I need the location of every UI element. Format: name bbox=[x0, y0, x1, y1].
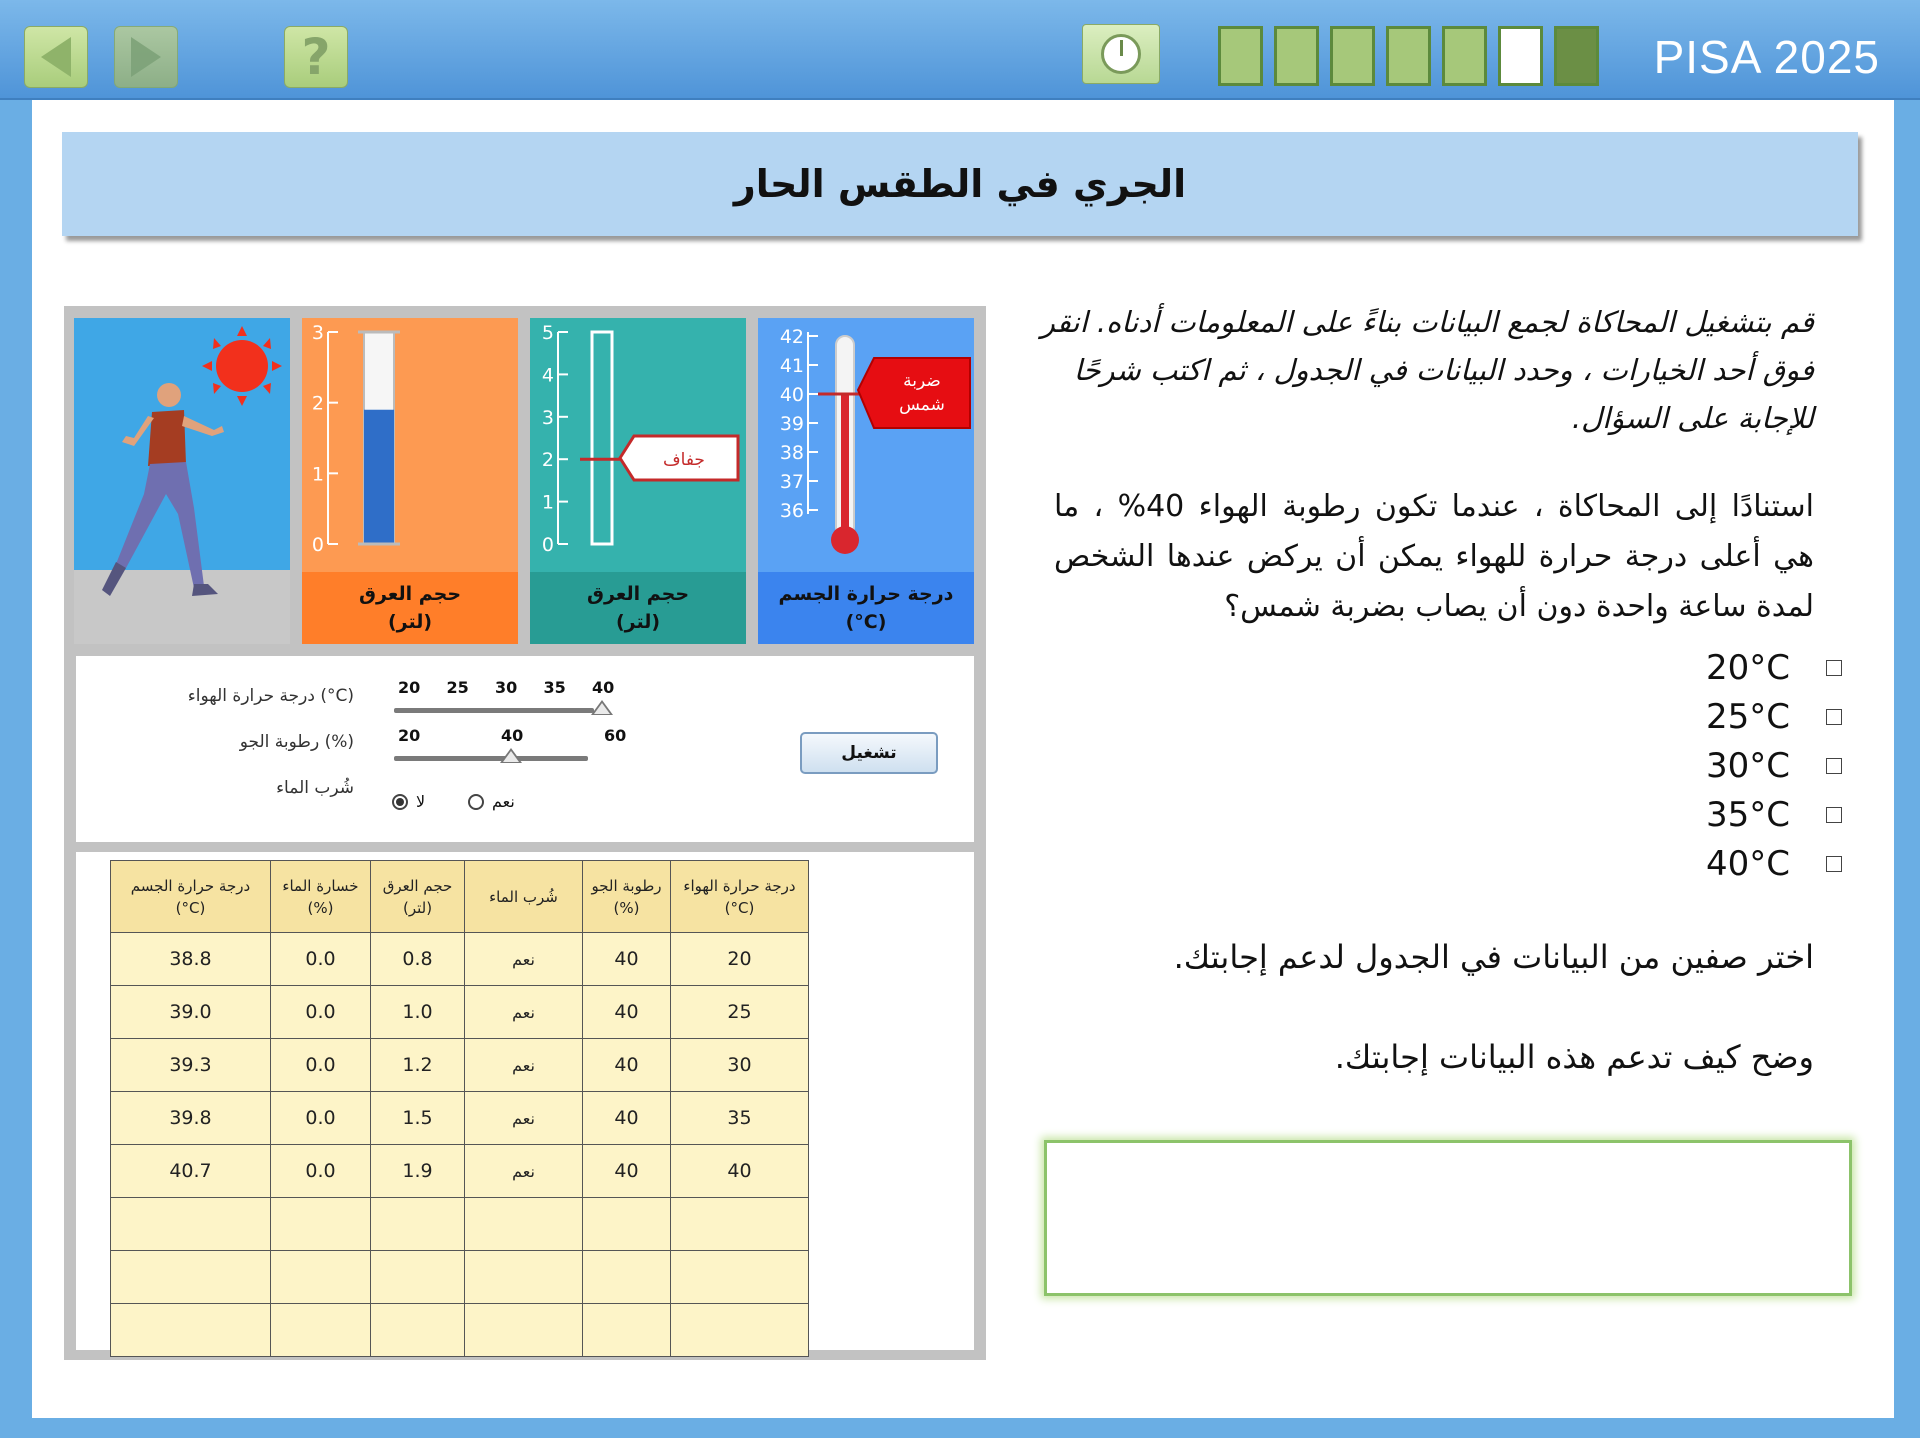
table-cell[interactable] bbox=[465, 1304, 583, 1357]
sweat-volume-gauge bbox=[302, 318, 518, 644]
progress-step-2 bbox=[1274, 26, 1319, 86]
temp-tick-label: 40 bbox=[779, 384, 804, 406]
progress-step-6 bbox=[1498, 26, 1543, 86]
sweat-tick-label: 3 bbox=[311, 322, 324, 344]
sweat-tick-label: 1 bbox=[311, 463, 324, 486]
humidity-label: رطوبة الجو (%) bbox=[239, 732, 354, 752]
brand-title: PISA 2025 bbox=[1653, 31, 1880, 83]
option-label: 35°C bbox=[1706, 795, 1791, 835]
table-cell[interactable]: 0.0 bbox=[271, 1039, 371, 1092]
table-cell[interactable]: نعم bbox=[465, 1092, 583, 1145]
main-panel bbox=[32, 100, 1894, 1418]
table-cell[interactable] bbox=[671, 1251, 809, 1304]
water-tick-label: 1 bbox=[541, 491, 554, 514]
data-table-area bbox=[76, 852, 974, 1350]
table-header: شُرب الماء bbox=[465, 861, 583, 933]
table-row[interactable] bbox=[111, 933, 809, 986]
humidity-tick-label: 60 bbox=[604, 726, 627, 745]
table-cell[interactable]: 1.0 bbox=[371, 986, 465, 1039]
table-cell[interactable]: 0.0 bbox=[271, 986, 371, 1039]
answer-option[interactable] bbox=[1706, 795, 1842, 835]
thermometer bbox=[758, 318, 974, 572]
answer-textbox[interactable] bbox=[1044, 1140, 1852, 1296]
table-header: خسارة الماء (%) bbox=[271, 861, 371, 933]
table-header: درجة حرارة الهواء (°C) bbox=[671, 861, 809, 933]
water-loss-bar bbox=[530, 318, 746, 572]
heatstroke-callout bbox=[858, 358, 970, 428]
top-toolbar bbox=[0, 0, 1920, 100]
drink-no-label: لا bbox=[416, 792, 426, 811]
table-row[interactable] bbox=[111, 986, 809, 1039]
temp-tick-label: 41 bbox=[779, 355, 804, 377]
table-cell[interactable]: 30 bbox=[671, 1039, 809, 1092]
dehydration-callout bbox=[620, 436, 738, 480]
table-cell[interactable] bbox=[583, 1198, 671, 1251]
question-stem: استنادًا إلى المحاكاة ، عندما تكون رطوبة الهواء 40% ، ما هي أعلى درجة حرارة للهواء يمكن أن يركض عندها الشخص لمدة ساعة واحدة دون أن يصاب بضربة شمس؟ bbox=[1054, 489, 1814, 624]
table-cell[interactable]: 40.7 bbox=[111, 1145, 271, 1198]
timer-button[interactable] bbox=[1082, 24, 1160, 84]
air-temperature-tick-label: 20 bbox=[398, 678, 421, 697]
runner-scene bbox=[74, 318, 290, 644]
sweat-volume-label: حجم العرق (لتر) bbox=[302, 572, 518, 644]
next-button[interactable] bbox=[114, 26, 178, 88]
humidity-tick-label: 20 bbox=[398, 726, 421, 745]
clock-icon bbox=[1101, 34, 1141, 74]
simulation-controls bbox=[76, 656, 974, 842]
table-header: حجم العرق (لتر) bbox=[371, 861, 465, 933]
table-cell[interactable]: 40 bbox=[583, 986, 671, 1039]
answer-option[interactable] bbox=[1706, 746, 1842, 786]
humidity-tick-label: 40 bbox=[501, 726, 524, 745]
table-cell[interactable] bbox=[465, 1198, 583, 1251]
humidity-slider[interactable] bbox=[394, 756, 588, 761]
table-cell[interactable]: 40 bbox=[583, 1092, 671, 1145]
select-rows-prompt: اختر صفين من البيانات في الجدول لدعم إجابتك. bbox=[1173, 938, 1814, 976]
table-cell[interactable]: 0.0 bbox=[271, 933, 371, 986]
table-cell[interactable]: 0.0 bbox=[271, 1145, 371, 1198]
table-cell[interactable]: 40 bbox=[583, 1145, 671, 1198]
table-cell[interactable]: 1.2 bbox=[371, 1039, 465, 1092]
water-tick-label: 4 bbox=[541, 364, 554, 387]
temp-tick-label: 38 bbox=[779, 442, 804, 464]
table-row[interactable] bbox=[111, 1304, 809, 1357]
table-cell[interactable]: 39.3 bbox=[111, 1039, 271, 1092]
back-button[interactable] bbox=[24, 26, 88, 88]
table-cell[interactable] bbox=[271, 1304, 371, 1357]
air-temperature-tick-label: 25 bbox=[446, 678, 469, 697]
table-cell[interactable]: 39.8 bbox=[111, 1092, 271, 1145]
table-row[interactable] bbox=[111, 1092, 809, 1145]
simulation-panel bbox=[64, 306, 986, 1360]
temp-tick-label: 42 bbox=[779, 326, 804, 348]
title-banner bbox=[62, 132, 1858, 236]
table-cell[interactable]: نعم bbox=[465, 1039, 583, 1092]
air-temperature-tick-label: 30 bbox=[495, 678, 518, 697]
option-label: 25°C bbox=[1706, 697, 1791, 737]
air-temperature-slider-thumb[interactable] bbox=[591, 700, 613, 715]
page-title: الجري في الطقس الحار bbox=[733, 162, 1187, 206]
answer-option[interactable] bbox=[1706, 648, 1842, 688]
table-row[interactable] bbox=[111, 1145, 809, 1198]
table-cell[interactable]: 25 bbox=[671, 986, 809, 1039]
svg-text:جفاف: جفاف bbox=[663, 450, 705, 470]
air-temperature-tick-label: 40 bbox=[592, 678, 615, 697]
option-checkbox[interactable] bbox=[1826, 660, 1842, 676]
water-tick-label: 5 bbox=[541, 322, 554, 344]
table-cell[interactable] bbox=[583, 1304, 671, 1357]
table-cell[interactable]: نعم bbox=[465, 986, 583, 1039]
progress-step-1 bbox=[1218, 26, 1263, 86]
progress-step-5 bbox=[1442, 26, 1487, 86]
table-cell[interactable] bbox=[111, 1304, 271, 1357]
table-cell[interactable]: 40 bbox=[671, 1145, 809, 1198]
table-cell[interactable]: 0.8 bbox=[371, 933, 465, 986]
water-tick-label: 2 bbox=[541, 449, 554, 472]
option-checkbox[interactable] bbox=[1826, 807, 1842, 823]
sweat-tick-label: 0 bbox=[311, 534, 324, 556]
table-cell[interactable] bbox=[671, 1198, 809, 1251]
temp-tick-label: 37 bbox=[779, 471, 804, 493]
water-loss-label: حجم العرق (لتر) bbox=[530, 572, 746, 644]
table-row[interactable] bbox=[111, 1251, 809, 1304]
table-cell[interactable]: 40 bbox=[583, 933, 671, 986]
water-tick-label: 3 bbox=[541, 406, 554, 429]
option-checkbox[interactable] bbox=[1826, 758, 1842, 774]
sweat-tick-label: 2 bbox=[311, 392, 324, 415]
progress-step-7 bbox=[1554, 26, 1599, 86]
table-cell[interactable] bbox=[371, 1304, 465, 1357]
table-cell[interactable]: 0.0 bbox=[271, 1092, 371, 1145]
table-cell[interactable] bbox=[111, 1251, 271, 1304]
table-cell[interactable]: 20 bbox=[671, 933, 809, 986]
help-button[interactable] bbox=[284, 26, 348, 88]
table-cell[interactable] bbox=[271, 1251, 371, 1304]
data-table bbox=[110, 860, 809, 1357]
table-row[interactable] bbox=[111, 1039, 809, 1092]
instructions-text: قم بتشغيل المحاكاة لجمع البيانات بناءً على المعلومات أدناه. انقر فوق أحد الخيارات ، وحدد البيانات في الجدول ، ثم اكتب شرحًا للإجابة على السؤال. bbox=[1040, 305, 1814, 435]
table-cell[interactable] bbox=[111, 1198, 271, 1251]
body-temperature-gauge bbox=[758, 318, 974, 644]
table-cell[interactable]: 38.8 bbox=[111, 933, 271, 986]
answer-option[interactable] bbox=[1706, 844, 1842, 884]
table-cell[interactable]: 40 bbox=[583, 1039, 671, 1092]
answer-option[interactable] bbox=[1706, 697, 1842, 737]
option-label: 20°C bbox=[1706, 648, 1791, 688]
option-label: 40°C bbox=[1706, 844, 1791, 884]
body-temperature-label: درجة حرارة الجسم (°C) bbox=[758, 572, 974, 644]
air-temperature-slider[interactable] bbox=[394, 708, 594, 713]
table-cell[interactable] bbox=[583, 1251, 671, 1304]
humidity-slider-thumb[interactable] bbox=[500, 748, 522, 763]
table-cell[interactable] bbox=[671, 1304, 809, 1357]
table-cell[interactable]: نعم bbox=[465, 933, 583, 986]
temp-tick-label: 39 bbox=[779, 413, 804, 435]
arrow-left-icon bbox=[41, 37, 71, 77]
air-temperature-label: درجة حرارة الهواء (°C) bbox=[187, 686, 354, 706]
option-checkbox[interactable] bbox=[1826, 856, 1842, 872]
run-button[interactable]: تشغيل bbox=[800, 732, 938, 774]
water-loss-gauge bbox=[530, 318, 746, 644]
progress-step-3 bbox=[1330, 26, 1375, 86]
drink-yes-label: نعم bbox=[492, 792, 515, 811]
option-label: 30°C bbox=[1706, 746, 1791, 786]
progress-step-4 bbox=[1386, 26, 1431, 86]
air-temperature-tick-label: 35 bbox=[543, 678, 566, 697]
graduated-cylinder bbox=[302, 318, 518, 572]
svg-text:شمس: شمس bbox=[899, 395, 945, 415]
table-row[interactable] bbox=[111, 1198, 809, 1251]
table-cell[interactable]: 35 bbox=[671, 1092, 809, 1145]
table-header: رطوبة الجو (%) bbox=[583, 861, 671, 933]
table-cell[interactable]: 1.5 bbox=[371, 1092, 465, 1145]
drink-yes-radio[interactable] bbox=[468, 794, 484, 810]
table-cell[interactable]: نعم bbox=[465, 1145, 583, 1198]
table-cell[interactable] bbox=[371, 1198, 465, 1251]
svg-text:ضربة: ضربة bbox=[903, 371, 941, 391]
table-cell[interactable]: 39.0 bbox=[111, 986, 271, 1039]
table-cell[interactable] bbox=[271, 1198, 371, 1251]
arrow-right-icon bbox=[131, 37, 161, 77]
runner-illustration bbox=[74, 318, 290, 644]
table-cell[interactable]: 1.9 bbox=[371, 1145, 465, 1198]
drink-no-radio[interactable] bbox=[392, 794, 408, 810]
temp-tick-label: 36 bbox=[779, 500, 804, 522]
table-header: درجة حرارة الجسم (°C) bbox=[111, 861, 271, 933]
table-cell[interactable] bbox=[371, 1251, 465, 1304]
explain-prompt: وضح كيف تدعم هذه البيانات إجابتك. bbox=[1334, 1038, 1814, 1076]
drink-water-label: شُرب الماء bbox=[276, 778, 354, 798]
progress-indicator bbox=[1218, 26, 1599, 86]
question-mark-icon: ? bbox=[301, 28, 331, 86]
table-cell[interactable] bbox=[465, 1251, 583, 1304]
water-tick-label: 0 bbox=[541, 534, 554, 556]
option-checkbox[interactable] bbox=[1826, 709, 1842, 725]
